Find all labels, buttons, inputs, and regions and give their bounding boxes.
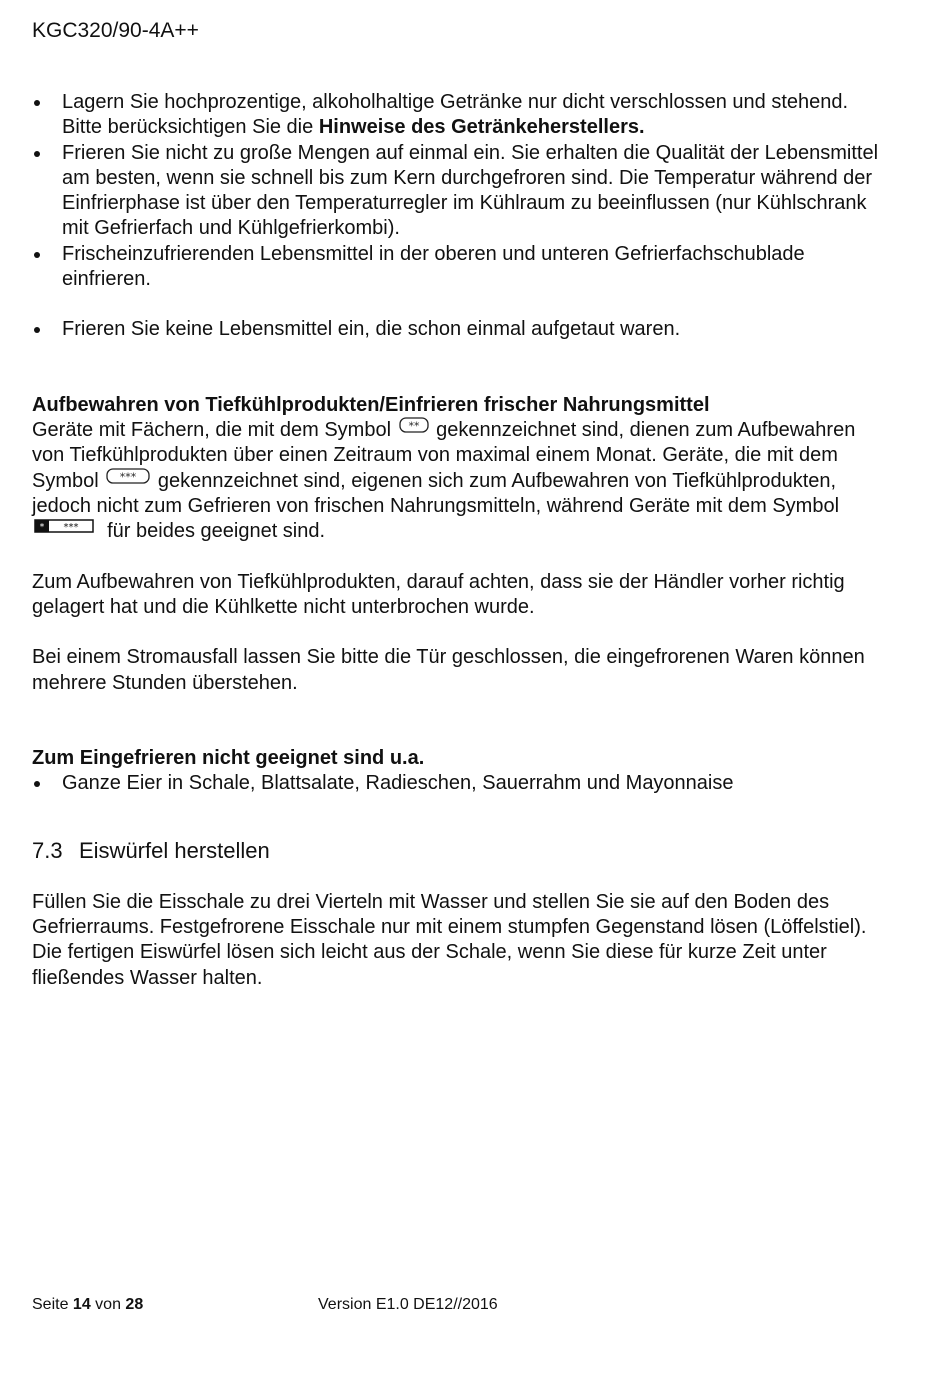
unsuitable-heading: Zum Eingefrieren nicht geeignet sind u.a. <box>32 746 425 769</box>
cold-chain-paragraph: Zum Aufbewahren von Tiefkühlprodukten, darauf achten, dass sie der Händler vorher richtig gelagert hat und die Kühlkette nicht unterbrochen wurde. <box>32 570 845 618</box>
list-item: Ganze Eier in Schale, Blattsalate, Radieschen, Sauerrahm und Mayonnaise <box>32 771 892 796</box>
list-item: Frischeinzufrierenden Lebensmittel in der oberen und unteren Gefrierfachschublade einfrieren. <box>32 242 892 293</box>
two-star-freezer-icon <box>399 415 429 440</box>
svg-text:***: *** <box>120 470 137 484</box>
version-label: Version E1.0 DE12//2016 <box>318 1296 498 1313</box>
power-outage-paragraph: Bei einem Stromausfall lassen Sie bitte die Tür geschlossen, die eingefrorenen Waren können mehrere Stunden überstehen. <box>32 646 865 694</box>
svg-text:***: *** <box>63 522 79 534</box>
ice-cube-paragraph: Füllen Sie die Eisschale zu drei Vierteln mit Wasser und stellen Sie sie auf den Boden des Gefrierraums. Festgefrorene Eisschale nur mit einem stumpfen Gegenstand lösen (Löffelstiel). Die fertigen Eiswürfel lösen sich leicht aus der Schale, wenn Sie diese für kurze Zeit unter fließendes Wasser halten. <box>32 890 867 989</box>
page-indicator: Seite 14 von 28 <box>32 1296 144 1313</box>
list-item: Frieren Sie nicht zu große Mengen auf einmal ein. Sie erhalten die Qualität der Lebensmittel am besten, wenn sie schnell bis zum Kern durchgefroren sind. Die Temperatur während der Einfrierphase ist über den Temperaturregler im Kühlraum zu beeinflussen (nur Kühlschrank mit Gefrierfach und Kühlgefrierkombi). <box>32 141 892 242</box>
section-number: 7.3 <box>32 838 63 864</box>
list-item: Lagern Sie hochprozentige, alkoholhaltige Getränke nur dicht verschlossen und stehend. Bitte berücksichtigen Sie die Hinweise des Getränkeherstellers. <box>32 90 892 141</box>
unsuitable-list <box>32 771 892 796</box>
svg-text:**: ** <box>408 419 420 433</box>
tips-list <box>32 90 892 292</box>
page-content <box>32 90 892 991</box>
three-star-freezer-icon <box>106 466 150 491</box>
section-title: Eiswürfel herstellen <box>79 838 270 864</box>
bold-reference: Hinweise des Getränkeherstellers. <box>318 116 645 139</box>
svg-text:*: * <box>39 522 45 533</box>
list-item: Frieren Sie keine Lebensmittel ein, die schon einmal aufgetaut waren. <box>32 317 892 342</box>
storage-heading: Aufbewahren von Tiefkühlprodukten/Einfrieren frischer Nahrungsmittel <box>32 393 710 416</box>
document-model-header: KGC320/90-4A++ <box>32 19 199 42</box>
four-star-freezer-icon <box>34 516 94 541</box>
tips-list-continued <box>32 317 892 342</box>
section-heading <box>32 838 892 863</box>
page-footer <box>32 1296 498 1314</box>
storage-paragraph: Geräte mit Fächern, die mit dem Symbol ** gekennzeichnet sind, dienen zum Aufbewahren von Tiefkühlprodukten über einen Zeitraum von maximal einem Monat. Geräte, die mit dem Symbol *** gekennzeichnet sind, eigenen sich zum Aufbewahren von Tiefkühlprodukten, jedoch nicht zum Gefrieren von frischen Nahrungsmitteln, während Geräte mit dem Symbol * *** für beides geeignet sind. <box>32 418 892 545</box>
